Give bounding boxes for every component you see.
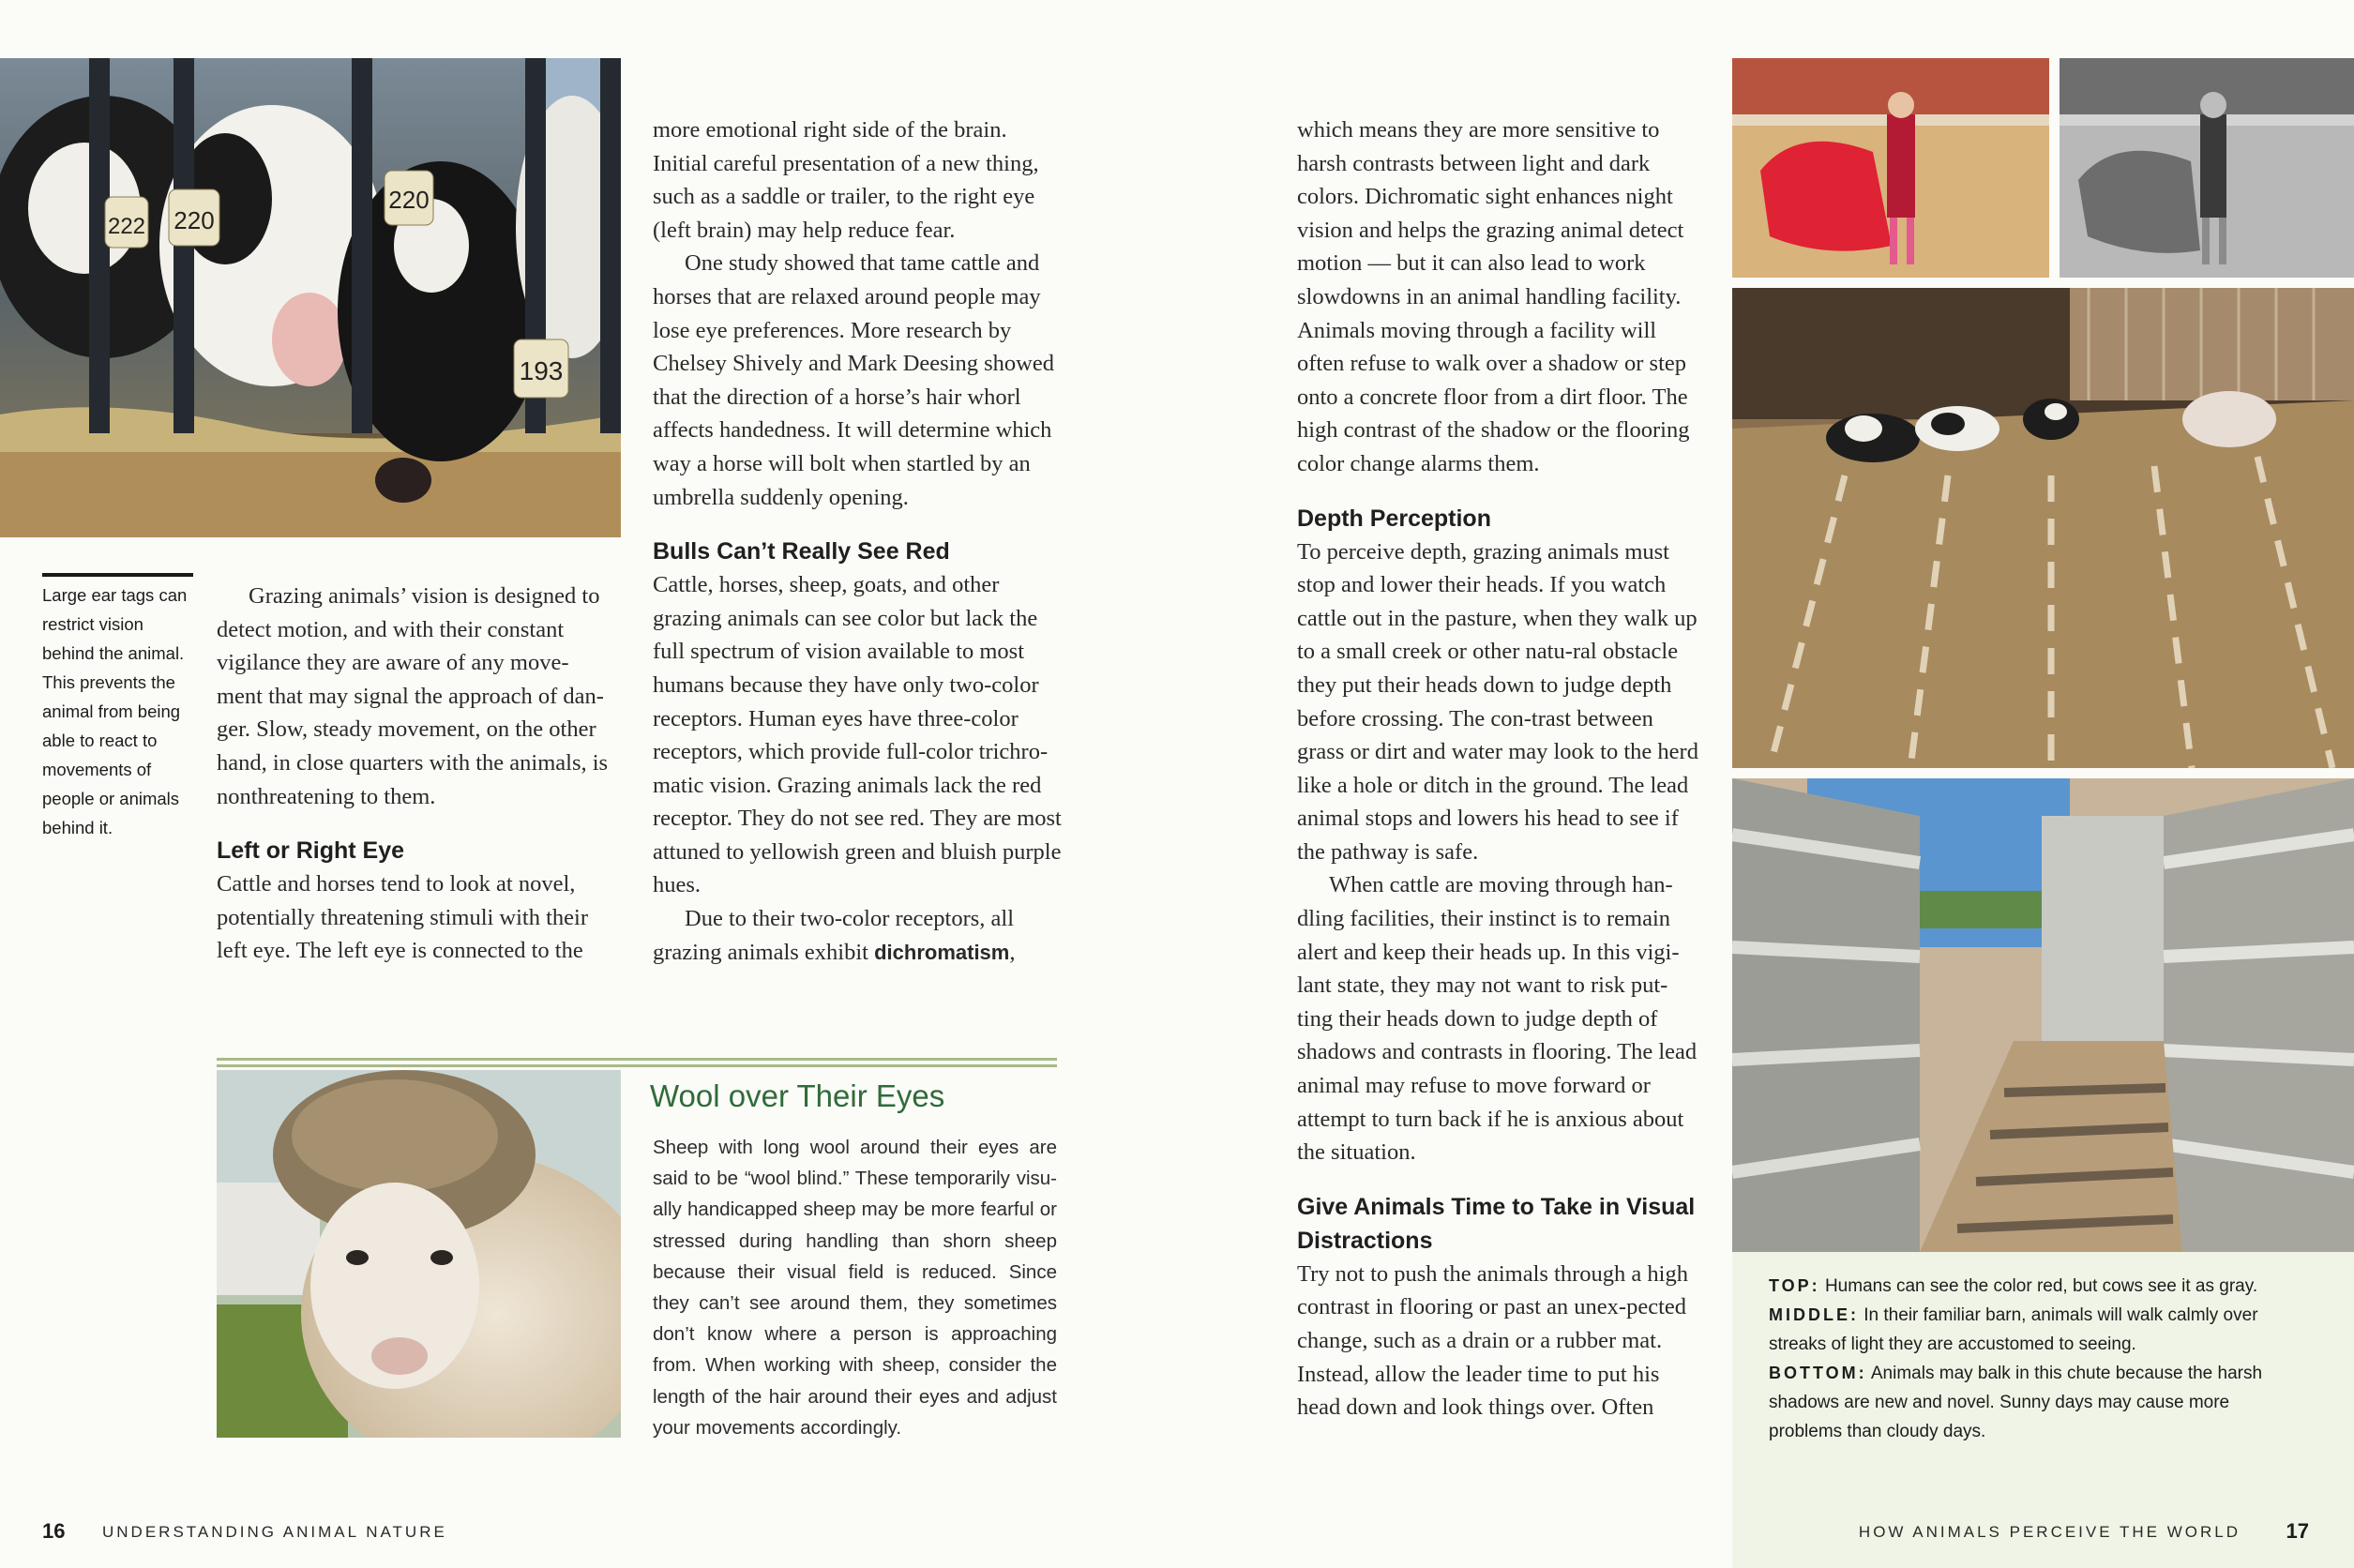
paragraph: When cattle are moving through han-dling facilities, their instinct is to remain alert and keep their heads up. In this vigi-lant state, they may not want to risk put-ting their heads down to judge depth of shadows and contrasts in flooring. The lead animal may refuse to move forward or attempt to turn back if he is anxious about the situation.	[1297, 872, 1698, 1166]
paragraph: which means they are more sensitive to harsh contrasts between light and dark colors. Dichromatic sight enhances night vision and helps the grazing animal detect motion — but it can also lead to work slowdowns in an animal handling facility. Animals moving through a facility will often refuse to walk over a shadow or step onto a concrete floor from a dirt floor. The high contrast of the shadow or the flooring color change alarms them.	[1297, 117, 1690, 476]
heading-give-animals-time: Give Animals Time to Take in Visual Distractions	[1297, 1193, 1696, 1254]
caption-middle-text: In their familiar barn, animals will walk calmly over streaks of light they are accustomed to seeing.	[1769, 1305, 2258, 1354]
paragraph: Cattle and horses tend to look at novel, potentially threatening stimuli with their left eye. The left eye is connected to the	[217, 871, 589, 964]
dichromatism-term: dichromatism	[874, 940, 1010, 964]
caption-bottom-text: Animals may balk in this chute because the harsh shadows are new and novel. Sunny days may cause more problems than cloudy days.	[1769, 1364, 2263, 1441]
sheep-photo	[217, 1070, 621, 1438]
matador-color-photo	[1732, 58, 2049, 278]
running-head-left: UNDERSTANDING ANIMAL NATURE	[102, 1523, 447, 1541]
caption-top	[1769, 1272, 2275, 1301]
barn-cows-photo	[1732, 288, 2354, 768]
running-head-right: HOW ANIMALS PERCEIVE THE WORLD	[1858, 1523, 2241, 1541]
page-number-right: 17	[2286, 1519, 2309, 1543]
sidebar-rule-top	[217, 1058, 1057, 1061]
paragraph: To perceive depth, grazing animals must stop and lower their heads. If you watch cattle out in the pasture, when they walk up to a small creek or other natu-ral obstacle they put their heads down to judge depth before crossing. The con-trast between grass or dirt and water may look to the herd like a hole or ditch in the ground. The lead animal stops and lowers his head to see if the pathway is safe.	[1297, 538, 1698, 865]
paragraph: Grazing animals’ vision is designed to detect motion, and with their constant vigilance they are aware of any move-ment that may signal the approach of dan-ger. Slow, steady movement, on the other hand, in close quarters with the animals, is nonthreatening to them.	[217, 583, 609, 809]
photo-captions	[1769, 1272, 2275, 1446]
heading-depth-perception: Depth Perception	[1297, 505, 1491, 532]
ear-tag-label: 220	[174, 206, 215, 234]
sidebar-rule-bottom	[217, 1064, 1057, 1067]
caption-bottom	[1769, 1359, 2275, 1446]
paragraph: Cattle, horses, sheep, goats, and other grazing animals can see color but lack the full spectrum of vision available to most humans because they have only two-color receptors. Human eyes have three-color receptors, which provide full-color trichro-matic vision. Grazing animals lack the red receptor. They do not see red. They are most attuned to yellowish green and bluish purple hues.	[653, 572, 1062, 898]
ear-tag-label: 193	[519, 356, 564, 385]
ear-tag-label: 220	[388, 186, 430, 214]
caption-middle-label: MIDDLE:	[1769, 1305, 1859, 1324]
sidebar-title: Wool over Their Eyes	[650, 1078, 945, 1113]
caption-rule	[42, 573, 193, 577]
paragraph	[653, 902, 1062, 969]
paragraph-text: Due to their two-color receptors, all grazing animals exhibit	[653, 906, 1015, 965]
ear-tag-caption: Large ear tags can restrict vision behind the animal. This prevents the animal from being able to react to movements of people or animals behind it.	[42, 585, 188, 837]
column-2	[653, 113, 1062, 969]
column-1	[217, 580, 611, 968]
paragraph: One study showed that tame cattle and horses that are relaxed around people may lose eye preferences. More research by Chelsey Shively and Mark Deesing showed that the direction of a horse’s hair whorl affects handedness. It will determine which way a horse will bolt when startled by an umbrella suddenly opening.	[653, 250, 1054, 510]
ear-tag-label: 222	[107, 214, 146, 239]
sidebar-text: Sheep with long wool around their eyes are said to be “wool blind.” These temporarily visu-ally handicapped sheep may be more fearful or stressed during handling than shorn sheep because their visual field is reduced. Since they can’t see around them, they sometimes don’t know where a person is approaching from. When working with sheep, consider the length of the hair around their eyes and adjust your movements accordingly.	[653, 1137, 1057, 1439]
page-number-left: 16	[42, 1519, 66, 1543]
matador-gray-photo	[2060, 58, 2354, 278]
heading-left-or-right-eye: Left or Right Eye	[217, 837, 405, 865]
paragraph: more emotional right side of the brain. Initial careful presentation of a new thing, such as a saddle or trailer, to the right eye (left brain) may help reduce fear.	[653, 117, 1039, 243]
caption-bottom-label: BOTTOM:	[1769, 1364, 1867, 1382]
caption-top-label: TOP:	[1769, 1276, 1820, 1295]
paragraph: Try not to push the animals through a high contrast in flooring or past an unex-pected change, such as a drain or a rubber mat. Instead, allow the leader time to put his head down and look things over. Often	[1297, 1260, 1688, 1421]
caption-middle	[1769, 1301, 2275, 1359]
cattle-ear-tags-photo	[0, 58, 621, 537]
chute-shadows-photo	[1732, 778, 2354, 1252]
paragraph-text: ,	[1009, 939, 1016, 965]
heading-bulls-cant-see-red: Bulls Can’t Really See Red	[653, 538, 950, 565]
column-3	[1297, 113, 1702, 1425]
caption-top-text: Humans can see the color red, but cows see it as gray.	[1819, 1276, 2258, 1296]
